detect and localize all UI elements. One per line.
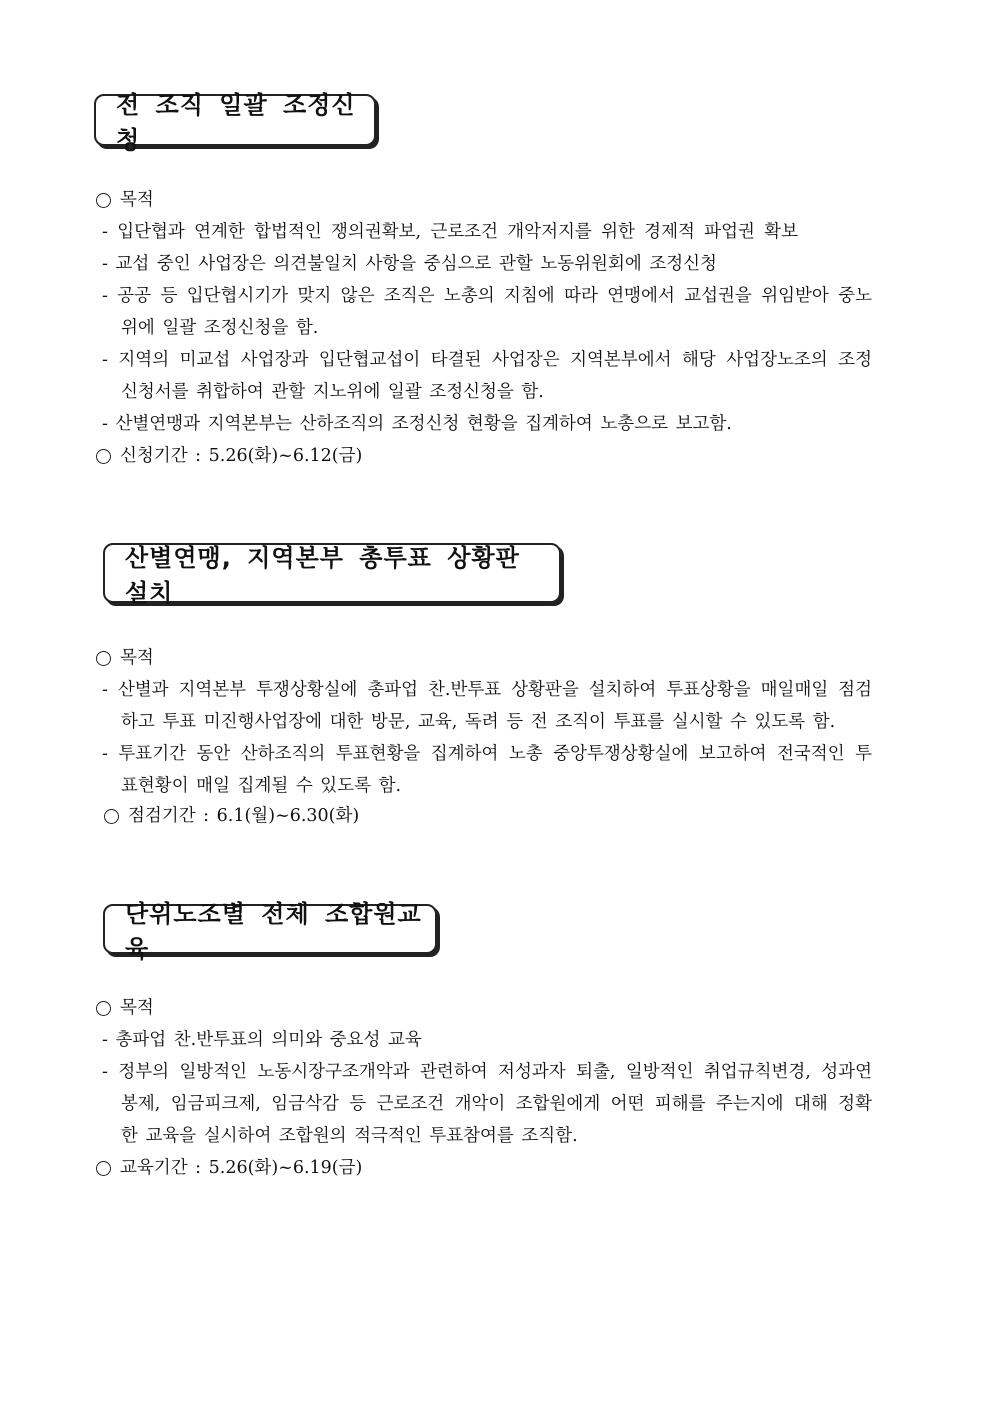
- purpose-label: 목적: [120, 998, 154, 1018]
- list-item: - 지역의 미교섭 사업장과 입단협교섭이 타결된 사업장은 지역본부에서 해당 사업장노조의 조정: [102, 350, 872, 370]
- list-item: - 투표기간 동안 산하조직의 투표현황을 집계하여 노총 중앙투쟁상황실에 보고하여 전국적인 투: [102, 744, 872, 764]
- list-item: - 정부의 일방적인 노동시장구조개악과 관련하여 저성과자 퇴출, 일방적인 취업규칙변경, 성과연: [102, 1062, 872, 1082]
- list-item-continued: 위에 일괄 조정신청을 함.: [121, 318, 319, 338]
- period-text: 교육기간 : 5.26(화)~6.19(금): [120, 1158, 363, 1178]
- list-item: - 산별과 지역본부 투쟁상황실에 총파업 찬.반투표 상황판을 설치하여 투표상황을 매일매일 점검: [102, 680, 872, 700]
- circle-bullet-icon: [96, 651, 111, 666]
- list-item-continued: 하고 투표 미진행사업장에 대한 방문, 교육, 독려 등 전 조직이 투표를 실시할 수 있도록 함.: [121, 712, 836, 732]
- purpose-label: 목적: [120, 190, 154, 210]
- purpose-label: 목적: [120, 648, 154, 668]
- list-item: - 교섭 중인 사업장은 의견불일치 사항을 중심으로 관할 노동위원회에 조정신청: [102, 254, 717, 274]
- circle-bullet-icon: [96, 193, 111, 208]
- list-item: - 공공 등 입단협시기가 맞지 않은 조직은 노총의 지침에 따라 연맹에서 교섭권을 위임받아 중노: [102, 286, 872, 306]
- section-title: 전 조직 일괄 조정신청: [94, 94, 376, 146]
- list-item-continued: 신청서를 취합하여 관할 지노위에 일괄 조정신청을 함.: [121, 382, 544, 402]
- list-item-continued: 표현황이 매일 집계될 수 있도록 함.: [121, 776, 402, 796]
- circle-bullet-icon: [96, 1161, 111, 1176]
- section-title: 산별연맹, 지역본부 총투표 상황판 설치: [103, 543, 561, 603]
- period-text: 신청기간 : 5.26(화)~6.12(금): [120, 446, 363, 466]
- circle-bullet-icon: [104, 809, 119, 824]
- list-item: - 입단협과 연계한 합법적인 쟁의권확보, 근로조건 개악저지를 위한 경제적 파업권 확보: [102, 222, 798, 242]
- circle-bullet-icon: [96, 449, 111, 464]
- list-item: - 총파업 찬.반투표의 의미와 중요성 교육: [102, 1030, 422, 1050]
- section-title: 단위노조별 전체 조합원교육: [103, 904, 437, 954]
- period-text: 점검기간 : 6.1(월)~6.30(화): [128, 806, 360, 826]
- circle-bullet-icon: [96, 1001, 111, 1016]
- list-item: - 산별연맹과 지역본부는 산하조직의 조정신청 현황을 집계하여 노총으로 보고함.: [102, 414, 732, 434]
- list-item-continued: 봉제, 임금피크제, 임금삭감 등 근로조건 개악이 조합원에게 어떤 피해를 주는지에 대해 정확: [121, 1094, 872, 1114]
- list-item-continued: 한 교육을 실시하여 조합원의 적극적인 투표참여를 조직함.: [121, 1126, 578, 1146]
